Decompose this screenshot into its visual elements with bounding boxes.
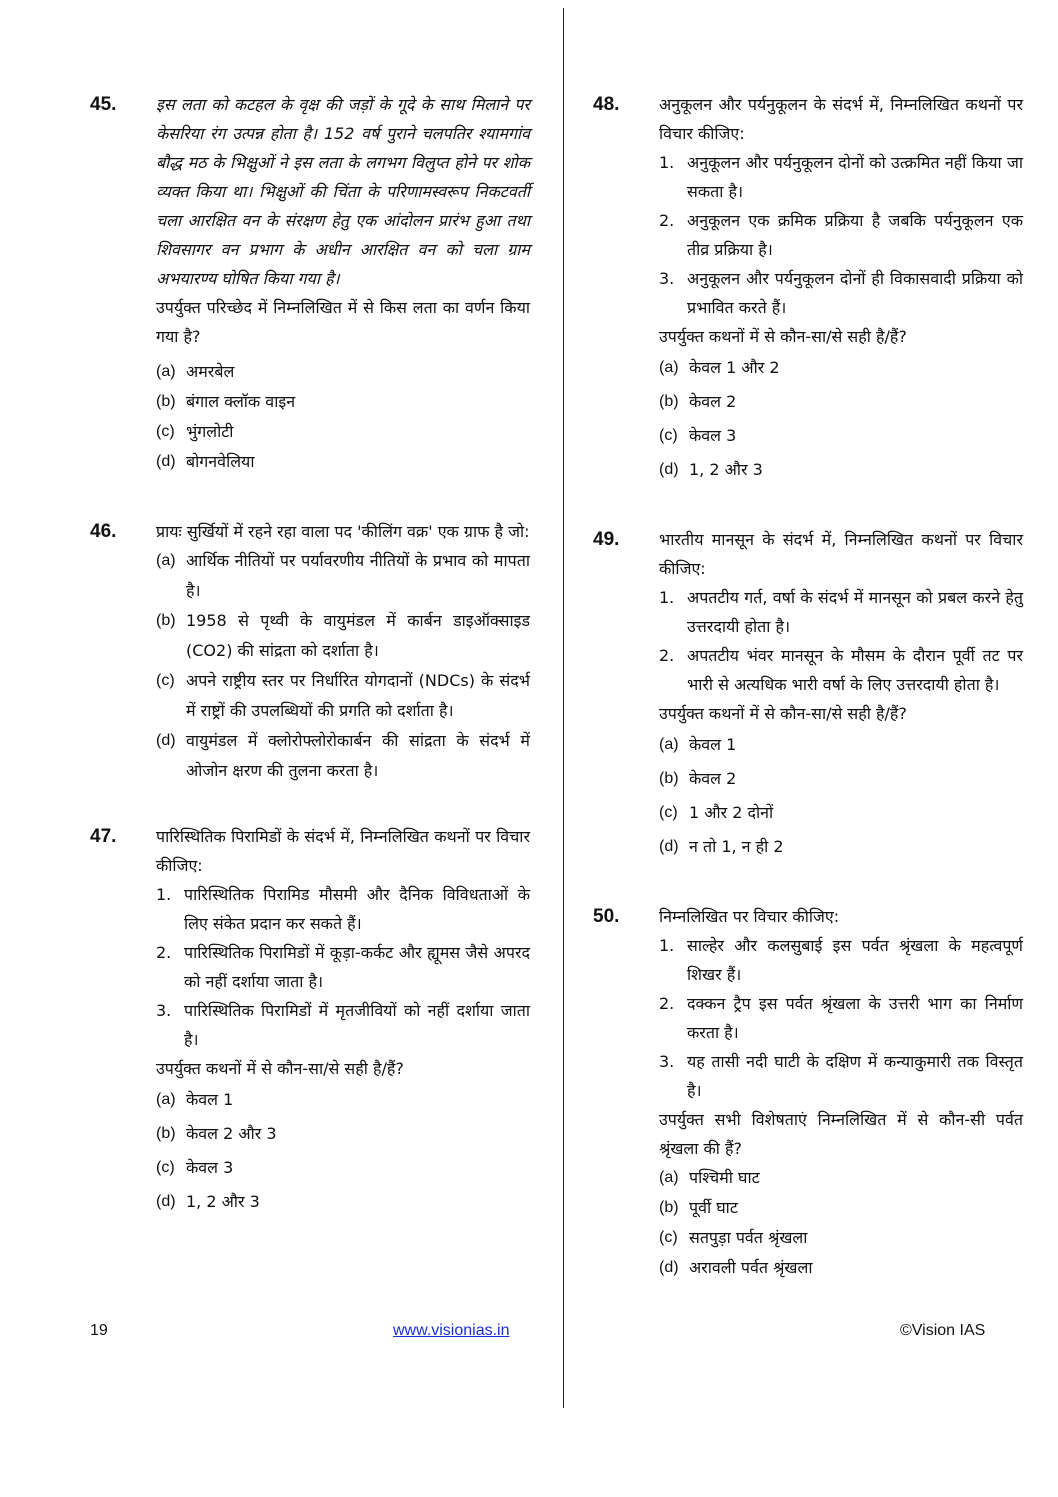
statement-2 (156, 938, 530, 996)
options-list (659, 1163, 1023, 1283)
statement-1 (659, 148, 1023, 206)
option-b[interactable] (659, 385, 1023, 419)
option-label: (c) (659, 1229, 678, 1246)
option-label: (a) (156, 1091, 176, 1108)
statement-number: 1. (659, 588, 675, 607)
option-label: (d) (659, 838, 679, 855)
question-number: 50. (593, 906, 620, 927)
option-text: पश्चिमी घाट (689, 1168, 760, 1187)
option-text: 1958 से पृथ्वी के वायुमंडल में कार्बन डाइऑक्साइड (CO2) की सांद्रता को दर्शाता है। (186, 611, 530, 660)
statement-text: पारिस्थितिक पिरामिडों में मृतजीवियों को नहीं दर्शाया जाता है। (184, 1001, 530, 1049)
statement-text: दक्कन ट्रैप इस पर्वत श्रृंखला के उत्तरी भाग का निर्माण करता है। (687, 994, 1023, 1042)
options-list (156, 1083, 530, 1219)
options-list (659, 351, 1023, 487)
page-number: 19 (90, 1322, 108, 1339)
option-label: (a) (156, 552, 176, 569)
website-link[interactable]: www.visionias.in (393, 1322, 510, 1339)
option-text: केवल 3 (186, 1158, 234, 1177)
option-d[interactable] (659, 1253, 1023, 1283)
option-a[interactable] (156, 546, 530, 606)
statements-list (659, 148, 1023, 322)
option-label: (d) (156, 1193, 176, 1210)
statement-3 (659, 264, 1023, 322)
question-ask: उपर्युक्त कथनों में से कौन-सा/से सही है/हैं? (659, 704, 907, 723)
statement-text: पारिस्थितिक पिरामिडों में कूड़ा-कर्कट और ह्यूमस जैसे अपरद को नहीं दर्शाया जाता है। (184, 943, 530, 991)
statement-text: अपतटीय भंवर मानसून के मौसम के दौरान पूर्वी तट पर भारी से अत्यधिक भारी वर्षा के लिए उत्तरदायी होता है। (687, 646, 1023, 694)
options-list (659, 728, 1023, 864)
option-text: पूर्वी घाट (689, 1198, 738, 1217)
question-47 (90, 822, 530, 1219)
option-text: आर्थिक नीतियों पर पर्यावरणीय नीतियों के प्रभाव को मापता है। (186, 551, 530, 600)
statement-text: साल्हेर और कलसुबाई इस पर्वत श्रृंखला के महत्वपूर्ण शिखर हैं। (687, 936, 1023, 984)
statement-number: 1. (659, 153, 675, 172)
statement-text: अनुकूलन एक क्रमिक प्रक्रिया है जबकि पर्यनुकूलन एक तीव्र प्रक्रिया है। (687, 211, 1023, 259)
statement-3 (659, 1047, 1023, 1105)
option-d[interactable] (659, 453, 1023, 487)
statement-text: यह तासी नदी घाटी के दक्षिण में कन्याकुमारी तक विस्तृत है। (687, 1052, 1023, 1100)
option-text: बोगनवेलिया (186, 452, 255, 471)
option-label: (d) (156, 732, 176, 749)
question-passage: इस लता को कटहल के वृक्ष की जड़ों के गूदे के साथ मिलाने पर केसरिया रंग उत्पन्न होता है। 152 वर्ष पुराने चलपतिर श्यामगांव बौद्ध मठ के भिक्षुओं ने इस लता के लगभग विलुप्त होने पर शोक व्यक्त किया था। भिक्षुओं की चिंता के परिणामस्वरूप निकटवर्ती चला आरक्षित वन के संरक्षण हेतु एक आंदोलन प्रारंभ हुआ तथा शिवसागर वन प्रभाग के अधीन आरक्षित वन को चला ग्राम अभयारण्य घोषित किया गया है। (156, 95, 530, 288)
question-number: 48. (593, 94, 620, 115)
option-text: केवल 1 और 2 (689, 358, 780, 377)
option-text: वायुमंडल में क्लोरोफ्लोरोकार्बन की सांद्रता के संदर्भ में ओजोन क्षरण की तुलना करता है। (186, 731, 530, 780)
question-prompt: निम्नलिखित पर विचार कीजिए: (659, 907, 840, 926)
option-text: अरावली पर्वत श्रृंखला (689, 1258, 813, 1277)
question-49 (593, 525, 1023, 864)
option-c[interactable] (156, 1151, 530, 1185)
option-c[interactable] (659, 796, 1023, 830)
option-label: (b) (659, 1199, 679, 1216)
statement-3 (156, 996, 530, 1054)
option-label: (b) (156, 393, 176, 410)
option-a[interactable] (659, 1163, 1023, 1193)
statement-text: अपतटीय गर्त, वर्षा के संदर्भ में मानसून को प्रबल करने हेतु उत्तरदायी होता है। (687, 588, 1023, 636)
option-label: (a) (659, 359, 679, 376)
option-text: अपने राष्ट्रीय स्तर पर निर्धारित योगदानों (NDCs) के संदर्भ में राष्ट्रों की उपलब्धियों की प्रगति को दर्शाता है। (186, 671, 530, 720)
option-c[interactable] (659, 1223, 1023, 1253)
option-text: न तो 1, न ही 2 (689, 837, 784, 856)
question-prompt: भारतीय मानसून के संदर्भ में, निम्नलिखित कथनों पर विचार कीजिए: (659, 530, 1023, 578)
option-a[interactable] (659, 728, 1023, 762)
option-text: 1, 2 और 3 (186, 1192, 260, 1211)
option-c[interactable] (156, 417, 530, 447)
statements-list (659, 583, 1023, 699)
statements-list (659, 931, 1023, 1105)
statement-number: 3. (659, 269, 675, 288)
statement-2 (659, 206, 1023, 264)
question-prompt: पारिस्थितिक पिरामिडों के संदर्भ में, निम्नलिखित कथनों पर विचार कीजिए: (156, 827, 530, 875)
statement-2 (659, 641, 1023, 699)
option-b[interactable] (156, 1117, 530, 1151)
option-text: केवल 1 (186, 1090, 234, 1109)
option-label: (a) (659, 1169, 679, 1186)
option-d[interactable] (156, 447, 530, 477)
option-text: 1, 2 और 3 (689, 460, 763, 479)
option-text: अमरबेल (186, 362, 235, 381)
option-label: (c) (156, 672, 175, 689)
statement-1 (156, 880, 530, 938)
statement-number: 2. (659, 994, 675, 1013)
option-b[interactable] (659, 1193, 1023, 1223)
option-label: (a) (156, 363, 176, 380)
statement-number: 2. (659, 211, 675, 230)
option-text: केवल 3 (689, 426, 737, 445)
option-label: (b) (156, 1125, 176, 1142)
option-label: (d) (156, 453, 176, 470)
options-list (156, 357, 530, 477)
statement-number: 3. (659, 1052, 675, 1071)
option-label: (c) (156, 1159, 175, 1176)
option-text: केवल 1 (689, 735, 737, 754)
statement-number: 2. (659, 646, 675, 665)
statement-1 (659, 583, 1023, 641)
statement-text: अनुकूलन और पर्यनुकूलन दोनों ही विकासवादी प्रक्रिया को प्रभावित करते हैं। (687, 269, 1023, 317)
statement-1 (659, 931, 1023, 989)
option-d[interactable] (156, 1185, 530, 1219)
question-prompt: अनुकूलन और पर्यनुकूलन के संदर्भ में, निम्नलिखित कथनों पर विचार कीजिए: (659, 95, 1023, 143)
option-text: भुंगलोटी (186, 422, 234, 441)
option-text: केवल 2 और 3 (186, 1124, 277, 1143)
option-d[interactable] (156, 726, 530, 786)
left-column (90, 90, 530, 1219)
question-ask: उपर्युक्त सभी विशेषताएं निम्नलिखित में से कौन-सी पर्वत श्रृंखला की हैं? (659, 1110, 1023, 1158)
statement-number: 2. (156, 943, 172, 962)
statements-list (156, 880, 530, 1054)
question-46 (90, 517, 530, 786)
option-text: केवल 2 (689, 769, 737, 788)
question-prompt: प्रायः सुर्खियों में रहने रहा वाला पद 'कीलिंग वक्र' एक ग्राफ है जो: (156, 522, 530, 541)
question-number: 45. (90, 94, 117, 115)
statement-text: पारिस्थितिक पिरामिड मौसमी और दैनिक विविधताओं के लिए संकेत प्रदान कर सकते हैं। (184, 885, 530, 933)
option-b[interactable] (659, 762, 1023, 796)
option-label: (c) (659, 804, 678, 821)
option-text: सतपुड़ा पर्वत श्रृंखला (689, 1228, 808, 1247)
question-number: 49. (593, 529, 620, 550)
statement-2 (659, 989, 1023, 1047)
option-b[interactable] (156, 387, 530, 417)
option-text: 1 और 2 दोनों (689, 803, 774, 822)
right-column (593, 90, 1023, 1283)
question-ask: उपर्युक्त कथनों में से कौन-सा/से सही है/हैं? (659, 327, 907, 346)
question-number: 46. (90, 521, 117, 542)
copyright-text: ©Vision IAS (900, 1322, 986, 1339)
option-b[interactable] (156, 606, 530, 666)
statement-text: अनुकूलन और पर्यनुकूलन दोनों को उत्क्रमित नहीं किया जा सकता है। (687, 153, 1023, 201)
option-text: केवल 2 (689, 392, 737, 411)
question-45 (90, 90, 530, 477)
column-divider (563, 8, 564, 1408)
question-48 (593, 90, 1023, 487)
option-a[interactable] (156, 357, 530, 387)
option-label: (c) (156, 423, 175, 440)
option-d[interactable] (659, 830, 1023, 864)
statement-number: 3. (156, 1001, 172, 1020)
options-list (156, 546, 530, 786)
option-label: (b) (659, 770, 679, 787)
option-c[interactable] (156, 666, 530, 726)
option-label: (b) (659, 393, 679, 410)
option-label: (c) (659, 427, 678, 444)
option-text: बंगाल क्लॉक वाइन (186, 392, 296, 411)
option-c[interactable] (659, 419, 1023, 453)
question-prompt: उपर्युक्त परिच्छेद में निम्नलिखित में से किस लता का वर्णन किया गया है? (156, 298, 530, 346)
option-label: (d) (659, 461, 679, 478)
question-ask: उपर्युक्त कथनों में से कौन-सा/से सही है/हैं? (156, 1059, 404, 1078)
question-number: 47. (90, 826, 117, 847)
option-label: (a) (659, 736, 679, 753)
statement-number: 1. (156, 885, 172, 904)
option-a[interactable] (659, 351, 1023, 385)
option-label: (b) (156, 612, 176, 629)
option-label: (d) (659, 1259, 679, 1276)
option-a[interactable] (156, 1083, 530, 1117)
statement-number: 1. (659, 936, 675, 955)
question-50 (593, 902, 1023, 1283)
